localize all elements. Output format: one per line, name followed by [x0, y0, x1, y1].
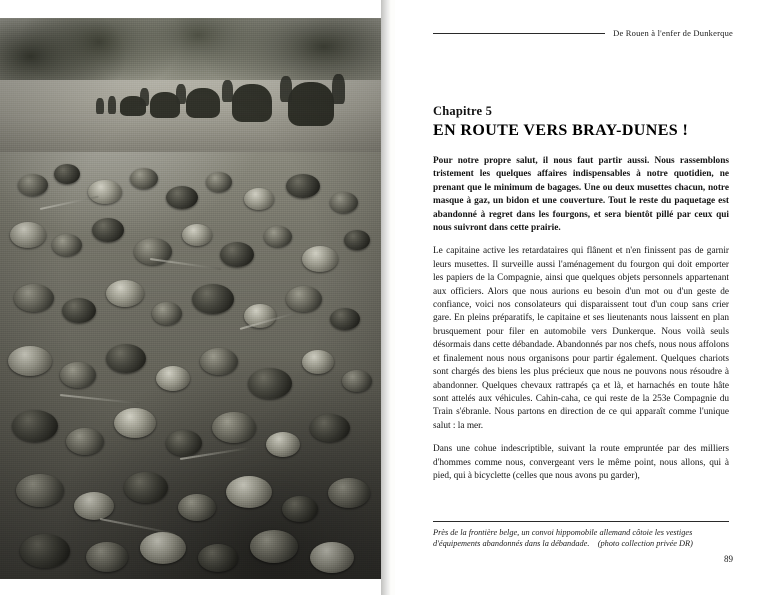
photo-soldier	[332, 74, 345, 104]
photo-caption	[433, 527, 729, 550]
photo-helmet	[182, 224, 212, 246]
photo-helmet	[282, 496, 318, 522]
running-head-title: De Rouen à l'enfer de Dunkerque	[613, 28, 733, 38]
photo-helmet	[248, 368, 292, 399]
photo-helmet	[106, 344, 146, 373]
photo-horse	[288, 82, 334, 126]
paragraph: Dans une cohue indescriptible, suivant la route empruntée par des milliers d'hommes comme nous, convergeant vers le même point, nous allons, qui à pied, qui à bicyclette (celles que nous avons pu garder),	[433, 444, 729, 481]
text-page	[395, 0, 771, 595]
photo-helmet	[310, 414, 350, 442]
photo-helmet	[106, 280, 144, 307]
photo-helmet	[16, 474, 64, 507]
photo-grass-blade	[40, 196, 99, 210]
photo-helmet	[20, 534, 70, 568]
photo-helmet	[244, 188, 274, 210]
photo-grass-blade	[100, 518, 175, 534]
photo-helmet	[166, 186, 198, 209]
book-gutter	[381, 0, 395, 595]
photo-helmet	[212, 412, 256, 443]
photo-soldier	[96, 98, 104, 114]
caption-rule	[433, 521, 729, 522]
paragraph: Pour notre propre salut, il nous faut partir aussi. Nous rassemblons tristement les quelques affaires indispensables à notre quotidien, ne prenant que le minimum de bagages. Une ou deux musettes chacun, notre masque à gaz, un bidon et une couverture. Tout le reste du paquetage est abandonné à regret dans les fourgons, et sera bientôt pillé par ceux qui nous suivront dans cette prairie.	[433, 156, 729, 234]
photo-soldier	[176, 84, 186, 104]
photo-helmet	[302, 350, 334, 374]
photo-helmet	[60, 362, 96, 388]
photo-helmet	[124, 472, 168, 503]
photo-helmet	[52, 234, 82, 256]
photo-helmet	[200, 348, 238, 375]
photo-helmet	[264, 226, 292, 247]
photo-helmet	[342, 370, 372, 392]
photo-helmet	[86, 542, 128, 572]
photo-helmet	[156, 366, 190, 391]
photo-helmet	[66, 428, 104, 455]
page-number: 89	[724, 554, 733, 564]
photo-helmet	[286, 286, 322, 312]
photo-helmet	[74, 492, 114, 520]
photo-helmet	[166, 430, 202, 456]
photo-helmet	[226, 476, 272, 508]
photo-helmet	[266, 432, 300, 457]
photo-helmet	[206, 172, 232, 192]
caption-credit: (photo collection privée DR)	[597, 539, 693, 549]
photo-horse	[232, 84, 272, 122]
photo-grass-blade	[60, 394, 140, 404]
running-head-rule	[433, 33, 605, 34]
photo-helmet	[62, 298, 96, 323]
photo-helmet	[114, 408, 156, 438]
photo-helmet	[12, 410, 58, 442]
photo-helmet	[286, 174, 320, 198]
paragraph: Le capitaine active les retardataires qui flânent et n'en finissent pas de garnir leurs musettes. Il surveille aussi l'aménagement du fourgon qui doit emporter les papiers de la Compagnie, ainsi que quelques objets personnels appartenant aux officiers. Alors que nous aurions eu besoin d'un mot ou d'un geste de confiance, voici nos consolateurs qui disparaissent tout d'un coup sans crier gare. En pleins préparatifs, le capitaine et ses lieutenants nous laissent en plan brusquement pour filer en automobile vers Dunkerque. Nous voilà seuls désormais dans cette débandade. Abandonnés par nos chefs, nous nous affolons et finalement nous nous organisons pour partir également. Quelques chariots sont chargés des biens les plus précieux que nous ne pouvons nous résoudre à abandonner. Quelques chevaux rattrapés ça et là, et harnachés en toute hâte sont attelés aux véhicules. Cahin-caha, ce qui reste de la 253e Compagnie du Train s'ébranle. Nous partons en direction de ce qui apparaît comme l'unique salut : la mer.	[433, 246, 729, 431]
body-text-column	[433, 155, 729, 493]
photo-helmet	[330, 308, 360, 330]
photo-helmet	[92, 218, 124, 242]
photo-helmet	[8, 346, 52, 376]
photo-helmet	[330, 192, 358, 213]
photo-helmet	[10, 222, 46, 248]
photo-helmet	[14, 284, 54, 312]
caption-text: Près de la frontière belge, un convoi hippomobile allemand côtoie les vestiges d'équipements abandonnés dans la débandade.	[433, 528, 693, 549]
chapter-number: Chapitre 5	[433, 104, 493, 118]
photo-helmet	[54, 164, 80, 184]
photo-helmet	[310, 542, 354, 573]
photo-soldier	[280, 76, 292, 102]
photo-horse	[186, 88, 220, 118]
photo-soldier	[108, 96, 116, 114]
chapter-title: EN ROUTE VERS BRAY-DUNES !	[433, 122, 689, 139]
photo-helmet	[152, 302, 182, 325]
photo-helmet	[140, 532, 186, 564]
photo-helmet	[328, 478, 370, 508]
photo-grass-blade	[150, 258, 222, 270]
photo-helmet	[302, 246, 338, 272]
photo-helmet	[344, 230, 370, 250]
photo-helmet	[192, 284, 234, 314]
photo-soldier	[140, 88, 149, 106]
photo-helmet	[198, 544, 238, 572]
battlefield-helmets-photograph	[0, 18, 381, 579]
chapter-heading	[433, 104, 729, 140]
photo-helmet	[220, 242, 254, 267]
photo-helmet	[18, 174, 48, 196]
photo-soldier	[222, 80, 233, 102]
photo-helmet	[130, 168, 158, 189]
photo-helmet-heap	[0, 138, 381, 578]
photo-helmet	[250, 530, 298, 563]
running-head	[433, 28, 733, 38]
photo-helmet	[88, 180, 122, 204]
photo-helmet	[178, 494, 216, 521]
